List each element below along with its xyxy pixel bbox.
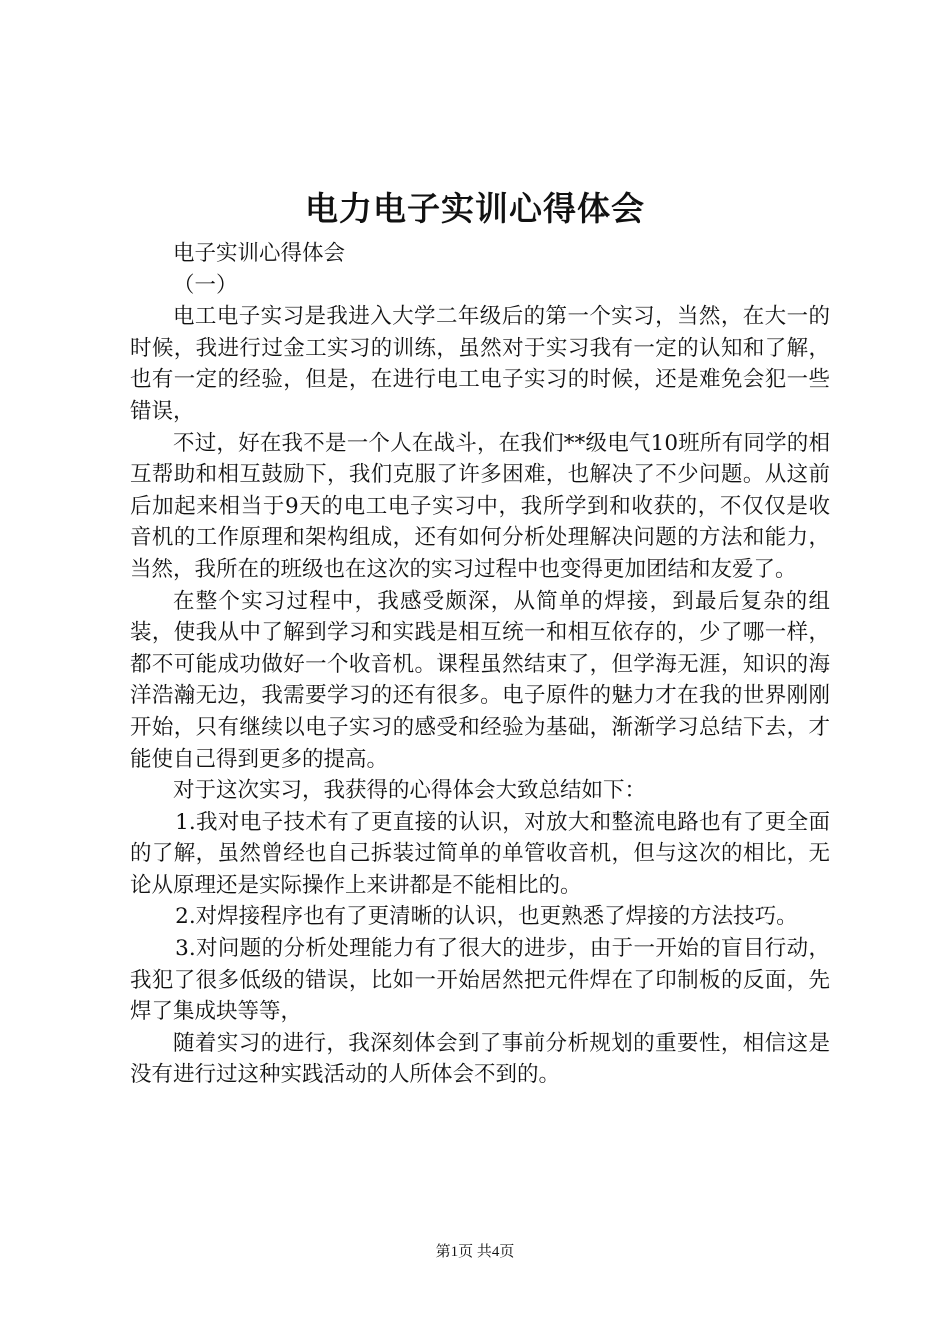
- page-footer: 第1页 共4页: [435, 1244, 515, 1260]
- document-title: 电力电子实训心得体会: [305, 189, 645, 228]
- list-item: 2.对焊接程序也有了更清晰的认识，也更熟悉了焊接的方法技巧。: [175, 904, 798, 930]
- list-item: 1.我对电子技术有了更直接的认识，对放大和整流电路也有了更全面的了解，虽然曾经也自己拆装过简单的单管收音机，但与这次的相比，无论从原理还是实际操作上来讲都是不能相比的。: [130, 809, 830, 898]
- list-item: 3.对问题的分析处理能力有了很大的进步，由于一开始的盲目行动，我犯了很多低级的错误，比如一开始居然把元件焊在了印制板的反面，先焊了集成块等等，: [130, 936, 830, 1025]
- paragraph: 随着实习的进行，我深刻体会到了事前分析规划的重要性，相信这是没有进行过这种实践活动的人所体会不到的。: [130, 1030, 830, 1088]
- paragraph: 对于这次实习，我获得的心得体会大致总结如下：: [173, 778, 647, 804]
- paragraph: 在整个实习过程中，我感受颇深，从简单的焊接，到最后复杂的组装，使我从中了解到学习和实践是相互统一和相互依存的，少了哪一样，都不可能成功做好一个收音机。课程虽然结束了，但学海无涯，知识的海洋浩瀚无边，我需要学习的还有很多。电子原件的魅力才在我的世界刚刚开始，只有继续以电子实习的感受和经验为基础，渐渐学习总结下去，才能使自己得到更多的提高。: [130, 588, 830, 772]
- subtitle: 电子实训心得体会: [173, 241, 346, 266]
- section-marker: （一）: [173, 272, 238, 298]
- paragraph: 电工电子实习是我进入大学二年级后的第一个实习，当然，在大一的时候，我进行过金工实习的训练，虽然对于实习我有一定的认知和了解，也有一定的经验，但是，在进行电工电子实习的时候，还是难免会犯一些错误，: [130, 304, 830, 424]
- document-body: [130, 238, 830, 1091]
- paragraph: 不过，好在我不是一个人在战斗，在我们**级电气10班所有同学的相互帮助和相互鼓励下，我们克服了许多困难，也解决了不少问题。从这前后加起来相当于9天的电工电子实习中，我所学到和收获的，不仅仅是收音机的工作原理和架构组成，还有如何分析处理解决问题的方法和能力，当然，我所在的班级也在这次的实习过程中也变得更加团结和友爱了。: [130, 430, 830, 582]
